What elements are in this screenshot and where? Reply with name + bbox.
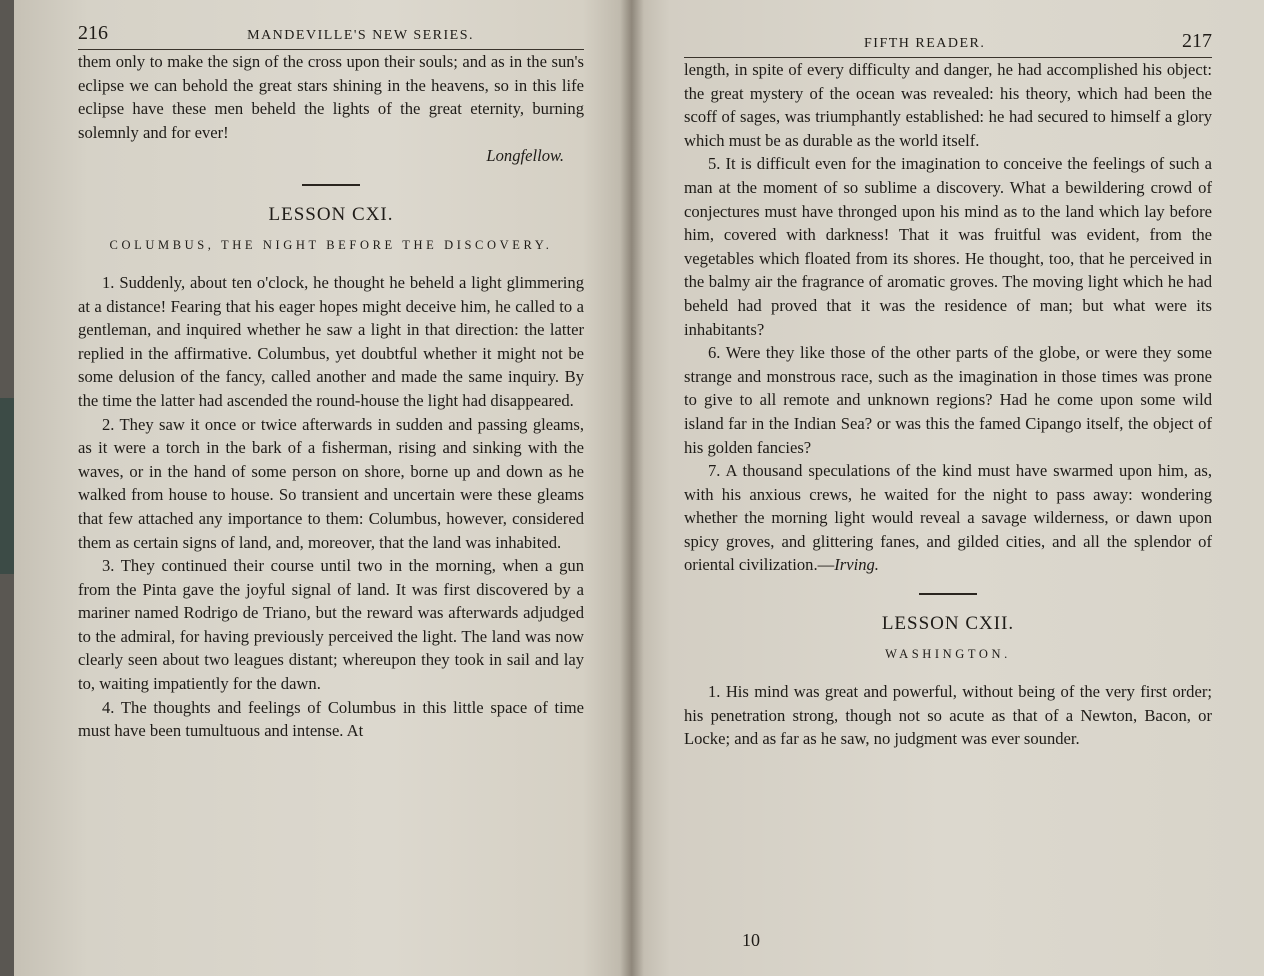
paragraph-4: 4. The thoughts and feelings of Columbus in this little space of time must have been tumultuous and intense. At bbox=[78, 697, 584, 741]
right-page-number: 217 bbox=[1182, 30, 1212, 52]
paragraph-1: 1. Suddenly, about ten o'clock, he thought he beheld a light glimmering at a distance! Fearing that his eager hopes might deceive him, he called to a gentleman, and inquired whether he saw a light in that direction: the latter replied in the affirmative. Columbus, yet doubtful whether it might not be some delusion of the fancy, called another and made the same inquiry. By the time the latter had ascended the round-house the light had disappeared. bbox=[78, 272, 584, 410]
left-running-head-title: MANDEVILLE'S NEW SERIES. bbox=[247, 28, 474, 43]
bookmark-ribbon bbox=[0, 398, 14, 574]
lesson-subtitle-columbus: COLUMBUS, THE NIGHT BEFORE THE DISCOVERY. bbox=[109, 237, 553, 252]
right-opening-text: length, in spite of every difficulty and danger, he had accomplished his object: the great mystery of the ocean was revealed: his theory, which had been the scoff of sages, was triumphantly established: he had secured to himself a glory which must be as durable as the world itself. bbox=[684, 60, 1212, 150]
paragraph-5: 5. It is difficult even for the imagination to conceive the feelings of such a man at the moment of so sublime a discovery. What a bewildering crowd of conjectures must have thronged upon his mind as to the land which lay before him, covered with darkness! That it was fruitful was evident, from the vegetables which floated from its shores. He thought, too, that he perceived in the balmy air the fragrance of aromatic groves. The moving light which he had beheld had proved that it was the residence of man; but what were its inhabitants? bbox=[684, 154, 1212, 339]
paragraph-2: 2. They saw it once or twice afterwards in sudden and passing gleams, as it were a torch in the bark of a fisherman, rising and sinking with the waves, or in the hand of some person on shore, borne up and down as he walked from house to house. So transient and uncertain were these gleams that few attached any importance to them: Columbus, however, considered them as certain signs of land, and, moreover, that the land was inhabited. bbox=[78, 414, 584, 552]
right-running-head-title: FIFTH READER. bbox=[864, 36, 986, 51]
paragraph-7 bbox=[684, 459, 1212, 577]
right-running-head bbox=[684, 30, 1212, 58]
lesson-title-cxii: LESSON CXII. bbox=[881, 613, 1015, 635]
left-running-head bbox=[78, 22, 584, 50]
right-page-column bbox=[684, 30, 1212, 751]
left-page bbox=[14, 0, 632, 976]
right-page bbox=[632, 0, 1264, 976]
paragraph-6: 6. Were they like those of the other parts of the globe, or were they some strange and monstrous race, such as the imagination in those times was prone to give to all remote and unknown regions? Had he come upon some wild island far in the Indian Sea? or was this the famed Cipango itself, the object of his golden fancies? bbox=[684, 343, 1212, 457]
washington-paragraph-1: 1. His mind was great and powerful, without being of the very first order; his penetration strong, though not so acute as that of a Newton, Bacon, or Locke; and as far as he saw, no judgment was ever sounder. bbox=[684, 682, 1212, 749]
longfellow-attribution: Longfellow. bbox=[486, 146, 564, 166]
irving-attribution: Irving. bbox=[834, 555, 879, 575]
paragraph-7-text: 7. A thousand speculations of the kind must have swarmed upon him, as, with his anxious crews, he waited for the night to pass away: wondering whether the morning light would reveal a savage wilderness, or dawn upon spicy groves, and glittering fanes, and gilded cities, and all the splendor of oriental civilization.— bbox=[684, 461, 1212, 575]
left-opening-text: them only to make the sign of the cross upon their souls; and as in the sun's eclipse we can behold the great stars shining in the heavens, so in this life eclipse have these men beheld the lights of the great eternity, burning solemnly and for ever! bbox=[78, 52, 584, 142]
lesson-title-cxi: LESSON CXI. bbox=[268, 203, 394, 225]
left-page-number: 216 bbox=[78, 22, 108, 44]
book-gutter bbox=[620, 0, 644, 976]
left-page-column bbox=[78, 22, 584, 743]
section-divider bbox=[919, 593, 977, 595]
signature-mark: 10 bbox=[742, 930, 760, 950]
section-divider bbox=[302, 184, 360, 186]
paragraph-3: 3. They continued their course until two in the morning, when a gun from the Pinta gave the joyful signal of land. It was first discovered by a mariner named Rodrigo de Triano, but the reward was afterwards adjudged to the admiral, for having previously perceived the light. The land was now clearly seen about two leagues distant; whereupon they took in sail and lay to, waiting impatiently for the dawn. bbox=[78, 556, 584, 694]
lesson-subtitle-washington: WASHINGTON. bbox=[885, 647, 1011, 662]
